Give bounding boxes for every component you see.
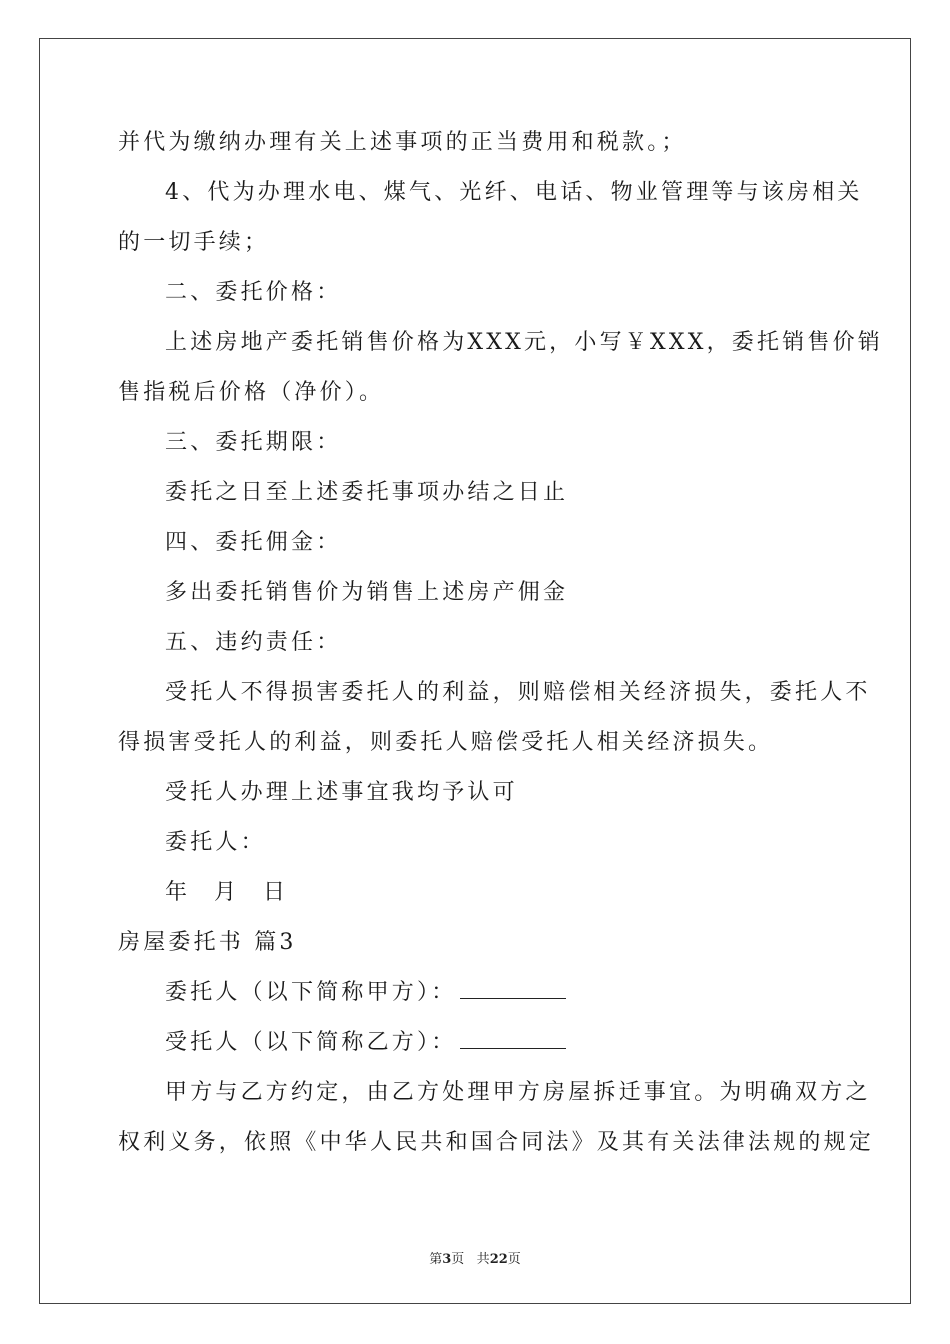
text-line: 4、代为办理水电、煤气、光纤、电话、物业管理等与该房相关: [165, 180, 863, 205]
text-line: 上述房地产委托销售价格为XXX元，小写￥XXX，委托销售价销: [165, 330, 883, 355]
section-title: 房屋委托书 篇3: [118, 930, 297, 955]
section-heading: 二、委托价格：: [165, 280, 342, 305]
footer-total-prefix: 共: [476, 1252, 490, 1267]
date-line: 年 月 日: [165, 880, 295, 905]
text-line: 的一切手续；: [118, 230, 270, 255]
text-line: 受托人办理上述事宜我均予认可: [165, 780, 518, 805]
signature-label: 委托人：: [165, 830, 266, 855]
text-line: 甲方与乙方约定，由乙方处理甲方房屋拆迁事宜。为明确双方之: [165, 1080, 871, 1105]
text-line: 并代为缴纳办理有关上述事项的正当费用和税款。；: [118, 130, 687, 155]
current-page-number: 3: [442, 1252, 452, 1267]
party-a-line: [165, 978, 566, 1008]
footer-total-unit: 页: [507, 1252, 521, 1267]
page-footer: [0, 1248, 950, 1267]
total-page-number: 22: [489, 1252, 508, 1267]
footer-prefix: 第: [429, 1252, 443, 1267]
text-line: 售指税后价格（净价）。: [118, 380, 385, 405]
section-heading: 三、委托期限：: [165, 430, 342, 455]
party-b-label: 受托人（以下简称乙方）：: [165, 1030, 457, 1055]
footer-page-unit: 页: [451, 1252, 465, 1267]
text-line: 受托人不得损害委托人的利益，则赔偿相关经济损失，委托人不: [165, 680, 871, 705]
party-b-line: [165, 1028, 566, 1058]
party-a-blank: [460, 978, 566, 999]
text-line: 权利义务，依照《中华人民共和国合同法》及其有关法律法规的规定: [118, 1130, 875, 1155]
text-line: 委托之日至上述委托事项办结之日止: [165, 480, 569, 505]
text-line: 得损害受托人的利益，则委托人赔偿受托人相关经济损失。: [118, 730, 774, 755]
party-b-blank: [460, 1028, 566, 1049]
section-heading: 四、委托佣金：: [165, 530, 342, 555]
text-line: 多出委托销售价为销售上述房产佣金: [165, 580, 569, 605]
party-a-label: 委托人（以下简称甲方）：: [165, 980, 457, 1005]
section-heading: 五、违约责任：: [165, 630, 342, 655]
